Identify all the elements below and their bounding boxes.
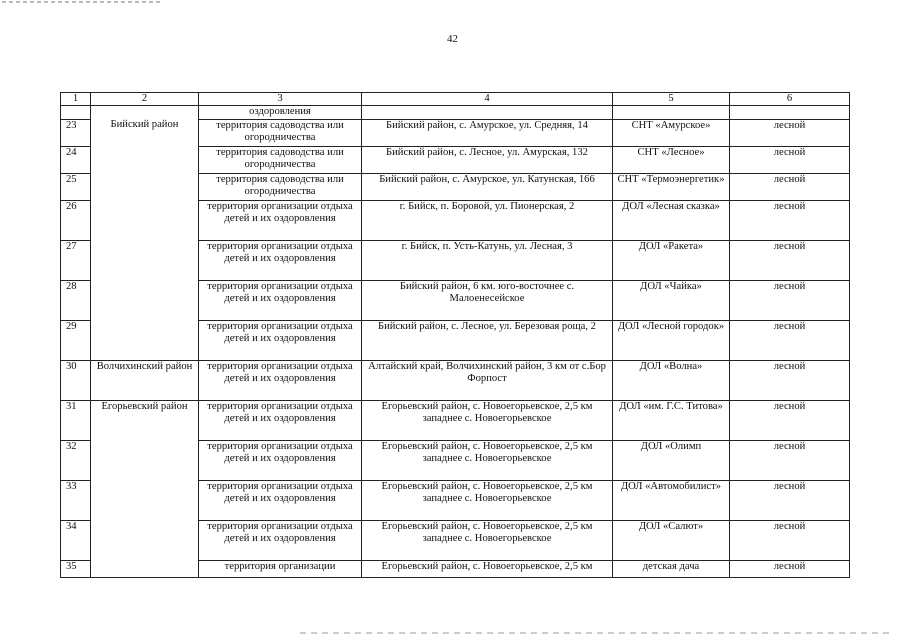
column-header: 1 [61,93,91,106]
cell-type: территория организации отдыха детей и их оздоровления [199,200,362,240]
cell-address: Алтайский край, Волчихинский район, 3 км от с.Бор Форпост [362,360,613,400]
table-header-row [61,93,850,106]
cell-num: 29 [61,320,91,360]
cell-name: СНТ «Амурское» [613,119,730,146]
cell-type: оздоровления [199,106,362,120]
cell-name: ДОЛ «Лесной городок» [613,320,730,360]
cell-category: лесной [730,200,850,240]
cell-address: Бийский район, с. Амурское, ул. Средняя, 14 [362,119,613,146]
cell-num: 33 [61,480,91,520]
cell-category: лесной [730,400,850,440]
column-header: 4 [362,93,613,106]
cell-category: лесной [730,520,850,560]
cell-name: СНТ «Термоэнергетик» [613,173,730,200]
cell-type: территория организации отдыха детей и их оздоровления [199,520,362,560]
cell-num: 30 [61,360,91,400]
cell-type: территория садоводства или огородничества [199,173,362,200]
cell-name: ДОЛ «Олимп [613,440,730,480]
cell-category: лесной [730,146,850,173]
cell-type: территория организации отдыха детей и их оздоровления [199,320,362,360]
cell-address: г. Бийск, п. Усть-Катунь, ул. Лесная, 3 [362,240,613,280]
cell-num: 34 [61,520,91,560]
scan-artifact-bottom [300,632,890,634]
cell-category: лесной [730,280,850,320]
cell-type: территория организации отдыха детей и их оздоровления [199,480,362,520]
cell-type: территория садоводства или огородничества [199,119,362,146]
cell-address: Егорьевский район, с. Новоегорьевское, 2,5 км западнее с. Новоегорьевское [362,400,613,440]
cell-name: ДОЛ «им. Г.С. Титова» [613,400,730,440]
cell-type: территория организации [199,560,362,577]
cell-num: 23 [61,119,91,146]
cell-num: 24 [61,146,91,173]
cell-district: Бийский район [91,119,199,360]
cell-type: территория организации отдыха детей и их оздоровления [199,400,362,440]
cell-address: г. Бийск, п. Боровой, ул. Пионерская, 2 [362,200,613,240]
cell-num: 32 [61,440,91,480]
cell-district: Волчихинский район [91,360,199,400]
cell-num: 28 [61,280,91,320]
cell-num: 31 [61,400,91,440]
page-number: 42 [447,33,458,45]
cell-category: лесной [730,119,850,146]
table-row [61,400,850,440]
cell-category: лесной [730,240,850,280]
cell-category: лесной [730,360,850,400]
cell-name: ДОЛ «Автомобилист» [613,480,730,520]
table-row [61,119,850,146]
cell-address: Бийский район, с. Лесное, ул. Амурская, 132 [362,146,613,173]
cell-category: лесной [730,560,850,577]
cell-category: лесной [730,440,850,480]
cell-address: Егорьевский район, с. Новоегорьевское, 2,5 км западнее с. Новоегорьевское [362,480,613,520]
cell-type: территория организации отдыха детей и их оздоровления [199,240,362,280]
table-row-continued [61,106,850,120]
cell-name: СНТ «Лесное» [613,146,730,173]
column-header: 6 [730,93,850,106]
cell-num: 27 [61,240,91,280]
cell-type: территория организации отдыха детей и их оздоровления [199,280,362,320]
cell-address: Егорьевский район, с. Новоегорьевское, 2,5 км [362,560,613,577]
cell-category: лесной [730,320,850,360]
cell-category: лесной [730,480,850,520]
cell-type: территория садоводства или огородничества [199,146,362,173]
cell-district: Егорьевский район [91,400,199,577]
cell-address: Егорьевский район, с. Новоегорьевское, 2,5 км западнее с. Новоегорьевское [362,440,613,480]
cell-address: Бийский район, с. Амурское, ул. Катунская, 166 [362,173,613,200]
cell-category: лесной [730,173,850,200]
facilities-table [60,92,850,578]
cell-name: ДОЛ «Ракета» [613,240,730,280]
cell-name: ДОЛ «Чайка» [613,280,730,320]
cell-address: Бийский район, с. Лесное, ул. Березовая роща, 2 [362,320,613,360]
table-row [61,360,850,400]
cell-name: ДОЛ «Волна» [613,360,730,400]
cell-address: Бийский район, 6 км. юго-восточнее с. Малоенесейское [362,280,613,320]
scan-artifact-top [2,1,162,3]
cell-address: Егорьевский район, с. Новоегорьевское, 2,5 км западнее с. Новоегорьевское [362,520,613,560]
cell-name: ДОЛ «Салют» [613,520,730,560]
column-header: 2 [91,93,199,106]
column-header: 3 [199,93,362,106]
cell-type: территория организации отдыха детей и их оздоровления [199,360,362,400]
column-header: 5 [613,93,730,106]
cell-num: 26 [61,200,91,240]
cell-num: 35 [61,560,91,577]
cell-name: ДОЛ «Лесная сказка» [613,200,730,240]
cell-name: детская дача [613,560,730,577]
cell-num: 25 [61,173,91,200]
cell-type: территория организации отдыха детей и их оздоровления [199,440,362,480]
